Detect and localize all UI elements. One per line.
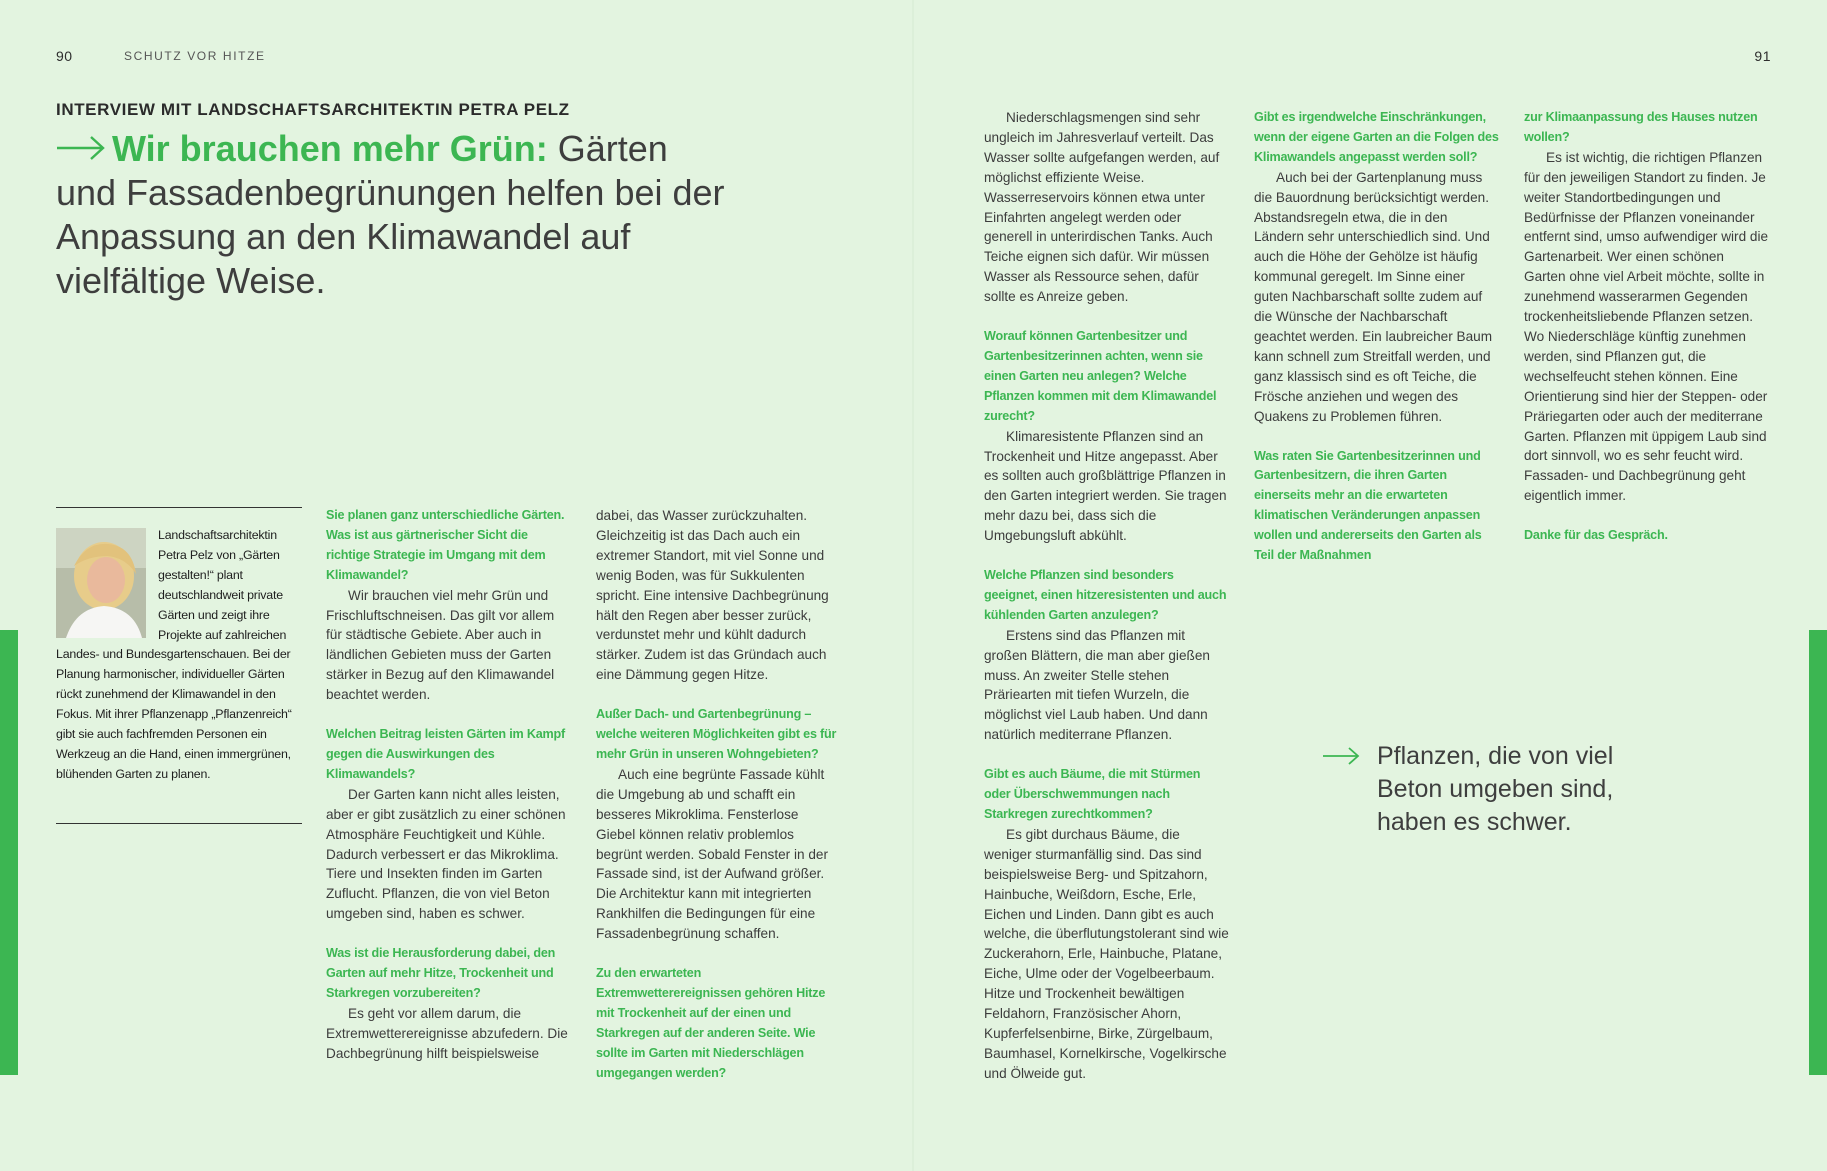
- question: Welche Pflanzen sind besonders geeignet, einen hitzeresistenten und auch kühlenden Garten anzulegen?: [984, 568, 1227, 622]
- question: Zu den erwarteten Extremwetterereignissen gehören Hitze mit Trockenheit auf der einen und Starkregen auf der anderen Seite. Wie sollte im Garten mit Niederschlägen umgegangen werden?: [596, 966, 826, 1080]
- question: Sie planen ganz unterschiedliche Gärten. Was ist aus gärtnerischer Sicht die richtige Strategie im Umgang mit dem Klimawandel?: [326, 508, 565, 582]
- bio-box: [56, 507, 302, 824]
- headline-rest: Gärten und Fassadenbegrünungen helfen bei der Anpassung an den Klimawandel auf vielfältige Weise.: [56, 128, 725, 301]
- answer: Es ist wichtig, die richtigen Pflanzen für den jeweiligen Standort zu finden. Je weiter Standortbedingungen und Bedürfnisse der Pflanzen voneinander entfernt sind, umso aufwendiger wird die Gartenarbeit. Wer einen schönen Garten ohne viel Arbeit möchte, sollte in zunehmend wasserarmen Gegenden trockenheitsliebende Pflanzen setzen. Wo Niederschläge künftig zunehmen werden, sind Pflanzen gut, die wechselfeucht stehen können. Eine Orientierung sind hier der Steppen- oder Präriegarten oder auch der mediterrane Garten. Pflanzen mit üppigem Laub sind dort sinnvoll, wo es sehr feucht wird. Fassaden- und Dachbegrünung geht eigentlich immer.: [1524, 149, 1769, 504]
- closing-line: Danke für das Gespräch.: [1524, 528, 1668, 543]
- paragraph: dabei, das Wasser zurückzuhalten. Gleichzeitig ist das Dach auch ein extremer Standort, mit viel Sonne und wenig Boden, was für Sukkulenten spricht. Eine intensive Dachbegrünung hält den Regen aber besser zurück, verdunstet mehr und kühlt dadurch stärker. Zudem ist das Gründach auch eine Dämmung gegen Hitze.: [596, 508, 829, 683]
- headline-bold: Wir brauchen mehr Grün:: [112, 128, 548, 169]
- right-column-3: [1524, 108, 1769, 546]
- green-side-bar-right: [1809, 630, 1827, 1075]
- right-column-1: [984, 108, 1229, 1084]
- question-continued: zur Klimaanpassung des Hauses nutzen wollen?: [1524, 110, 1758, 144]
- answer: Wir brauchen viel mehr Grün und Frischluftschneisen. Das gilt vor allem für städtische Gebiete. Aber auch in ländlichen Gebieten muss der Garten stärker in Bezug auf den Klimawandel beachtet werden.: [326, 587, 555, 703]
- question: Was ist die Herausforderung dabei, den Garten auf mehr Hitze, Trockenheit und Starkregen vorzubereiten?: [326, 946, 556, 1000]
- question: Welchen Beitrag leisten Gärten im Kampf gegen die Auswirkungen des Klimawandels?: [326, 727, 566, 781]
- left-column-1: [326, 506, 571, 1064]
- page-number-right: 91: [1754, 48, 1771, 64]
- pull-quote-text: Pflanzen, die von viel Beton umgeben sind, haben es schwer.: [1377, 742, 1614, 836]
- paragraph: Niederschlagsmengen sind sehr ungleich im Jahresverlauf verteilt. Das Wasser sollte aufgefangen werden, auf möglichst effiziente Weise. Wasserreservoirs können etwa unter Einfahrten angelegt werden oder generell in unterirdischen Tanks. Auch Teiche eignen sich dafür. Wir müssen Wasser als Ressource sehen, dafür sollte es Anreize geben.: [984, 110, 1220, 305]
- portrait-photo: [56, 528, 146, 638]
- headline: [56, 127, 736, 303]
- arrow-right-icon: [56, 127, 106, 171]
- answer: Erstens sind das Pflanzen mit großen Blättern, die man aber gießen muss. An zweiter Stelle stehen Präriearten mit tiefen Wurzeln, die möglichst viel Laub haben. Und dann natürlich mediterrane Pflanzen.: [984, 627, 1210, 743]
- answer: Klimaresistente Pflanzen sind an Trockenheit und Hitze angepasst. Aber es sollten auch großblättrige Pflanzen in den Garten integriert werden. Sie tragen mehr dazu bei, dass sich die Umgebungsluft abkühlt.: [984, 428, 1227, 544]
- page-number-left: 90: [56, 48, 73, 64]
- running-head: SCHUTZ VOR HITZE: [124, 49, 266, 63]
- answer: Auch bei der Gartenplanung muss die Bauordnung berücksichtigt werden. Abstandsregeln etwa, die in den Ländern sehr unterschiedlich sind. Und auch die Höhe der Gehölze ist häufig kommunal geregelt. Im Sinne einer guten Nachbarschaft sollte zudem auf die Wünsche der Nachbarschaft geachtet werden. Ein laubreicher Baum kann schnell zum Streitfall werden, und ganz klassisch sind es oft Teiche, die Frösche anziehen und wegen des Quakens zu Problemen führen.: [1254, 169, 1493, 424]
- answer: Es gibt durchaus Bäume, die weniger sturmanfällig sind. Das sind beispielsweise Berg- und Spitzahorn, Hainbuche, Weißdorn, Esche, Erle, Eichen und Linden. Dann gibt es auch welche, die überflutungstolerant sind wie Zuckerahorn, Erle, Hainbuche, Platane, Eiche, Ulme oder der Vogelbeerbaum. Hitze und Trockenheit bewältigen Feldahorn, Französischer Ahorn, Kupferfelsenbirne, Birke, Zürgelbaum, Baumhasel, Kornelkirsche, Vogelkirsche und Ölweide gut.: [984, 826, 1229, 1081]
- question: Gibt es irgendwelche Einschränkungen, wenn der eigene Garten an die Folgen des Klimawandels angepasst werden soll?: [1254, 110, 1499, 164]
- bio-text: Landschaftsarchitektin Petra Pelz von „Gärten gestalten!“ plant deutschlandweit private Gärten und zeigt ihre Projekte auf zahlreichen Landes- und Bundesgartenschauen. Bei der Planung harmonischer, individueller Gärten rückt zunehmend der Klimawandel in den Fokus. Mit ihrer Pflanzenapp „Pflanzenreich“ gibt sie auch fachfremden Personen ein Werkzeug an die Hand, einen immergrünen, blühenden Garten zu planen.: [56, 528, 292, 781]
- question: Gibt es auch Bäume, die mit Stürmen oder Überschwemmungen nach Starkregen zurechtkommen?: [984, 767, 1201, 821]
- question: Worauf können Gartenbesitzer und Gartenbesitzerinnen achten, wenn sie einen Garten neu anlegen? Welche Pflanzen kommen mit dem Klimawandel zurecht?: [984, 329, 1217, 423]
- left-column-2: [596, 506, 841, 1083]
- answer: Auch eine begrünte Fassade kühlt die Umgebung ab und schafft ein besseres Mikroklima. Fensterlose Giebel können relativ problemlos begrünt werden. Sobald Fenster in der Fassade sind, ist der Aufwand größer. Die Architektur kann mit integrierten Rankhilfen die Bedingungen für eine Fassadenbegrünung schaffen.: [596, 766, 828, 942]
- answer: Der Garten kann nicht alles leisten, aber er gibt zusätzlich zu einer schönen Atmosphäre Feuchtigkeit und Kühle. Dadurch verbessert er das Mikroklima. Tiere und Insekten finden im Garten Zuflucht. Pflanzen, die von viel Beton umgeben sind, haben es schwer.: [326, 786, 566, 922]
- question: Außer Dach- und Gartenbegrünung – welche weiteren Möglichkeiten gibt es für mehr Grün in unseren Wohngebieten?: [596, 707, 837, 761]
- left-page: [0, 0, 912, 1171]
- question: Was raten Sie Gartenbesitzerinnen und Gartenbesitzern, die ihren Garten einerseits mehr an die erwarteten klimatischen Veränderungen anpassen wollen und andererseits den Garten als Teil der Maßnahmen: [1254, 448, 1482, 563]
- answer: Es geht vor allem darum, die Extremwetterereignisse abzufedern. Die Dachbegrünung hilft beispielsweise: [326, 1005, 568, 1061]
- right-column-2: [1254, 108, 1499, 566]
- green-side-bar-left: [0, 630, 18, 1075]
- arrow-right-icon: [1322, 746, 1360, 771]
- interview-kicker: INTERVIEW MIT LANDSCHAFTSARCHITEKTIN PETRA PELZ: [56, 100, 570, 119]
